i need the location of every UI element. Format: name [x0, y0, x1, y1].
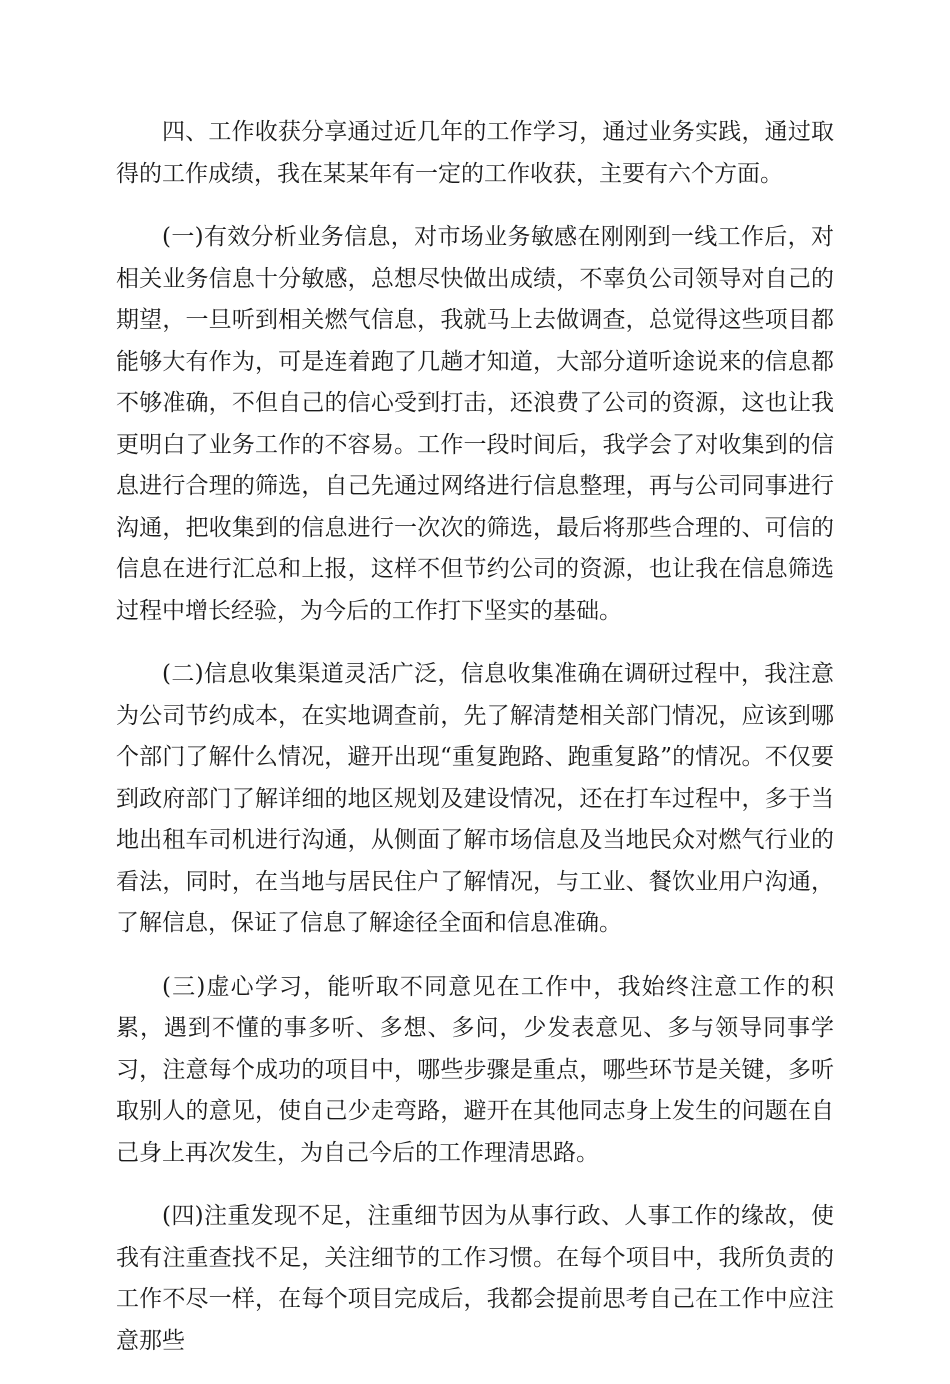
paragraph-item-four: (四)注重发现不足，注重细节因为从事行政、人事工作的缘故，使我有注重查找不足，关注细节的工作习惯。在每个项目中，我所负责的工作不尽一样，在每个项目完成后，我都会提前思考自己在工作中应注意那些 — [116, 1203, 834, 1354]
document-body — [116, 112, 834, 1384]
paragraph-section-four-intro: 四、工作收获分享通过近几年的工作学习，通过业务实践，通过取得的工作成绩，我在某某年有一定的工作收获，主要有六个方面。 — [116, 119, 834, 187]
paragraph-item-one: (一)有效分析业务信息，对市场业务敏感在刚刚到一线工作后，对相关业务信息十分敏感，总想尽快做出成绩，不辜负公司领导对自己的期望，一旦听到相关燃气信息，我就马上去做调查，总觉得这些项目都能够大有作为，可是连着跑了几趟才知道，大部分道听途说来的信息都不够准确，不但自己的信心受到打击，还浪费了公司的资源，这也让我更明白了业务工作的不容易。工作一段时间后，我学会了对收集到的信息进行合理的筛选，自己先通过网络进行信息整理，再与公司同事进行沟通，把收集到的信息进行一次次的筛选，最后将那些合理的、可信的信息在进行汇总和上报，这样不但节约公司的资源，也让我在信息筛选过程中增长经验，为今后的工作打下坚实的基础。 — [116, 224, 834, 624]
paragraph-item-three: (三)虚心学习，能听取不同意见在工作中，我始终注意工作的积累，遇到不懂的事多听、多想、多问，少发表意见、多与领导同事学习，注意每个成功的项目中，哪些步骤是重点，哪些环节是关键，多听取别人的意见，使自己少走弯路，避开在其他同志身上发生的问题在自己身上再次发生，为自己今后的工作理清思路。 — [116, 973, 834, 1166]
paragraph-item-two: (二)信息收集渠道灵活广泛，信息收集准确在调研过程中，我注意为公司节约成本，在实地调查前，先了解清楚相关部门情况，应该到哪个部门了解什么情况，避开出现“重复跑路、跑重复路”的情况。不仅要到政府部门了解详细的地区规划及建设情况，还在打车过程中，多于当地出租车司机进行沟通，从侧面了解市场信息及当地民众对燃气行业的看法，同时，在当地与居民住户了解情况，与工业、餐饮业用户沟通，了解信息，保证了信息了解途径全面和信息准确。 — [116, 661, 834, 936]
